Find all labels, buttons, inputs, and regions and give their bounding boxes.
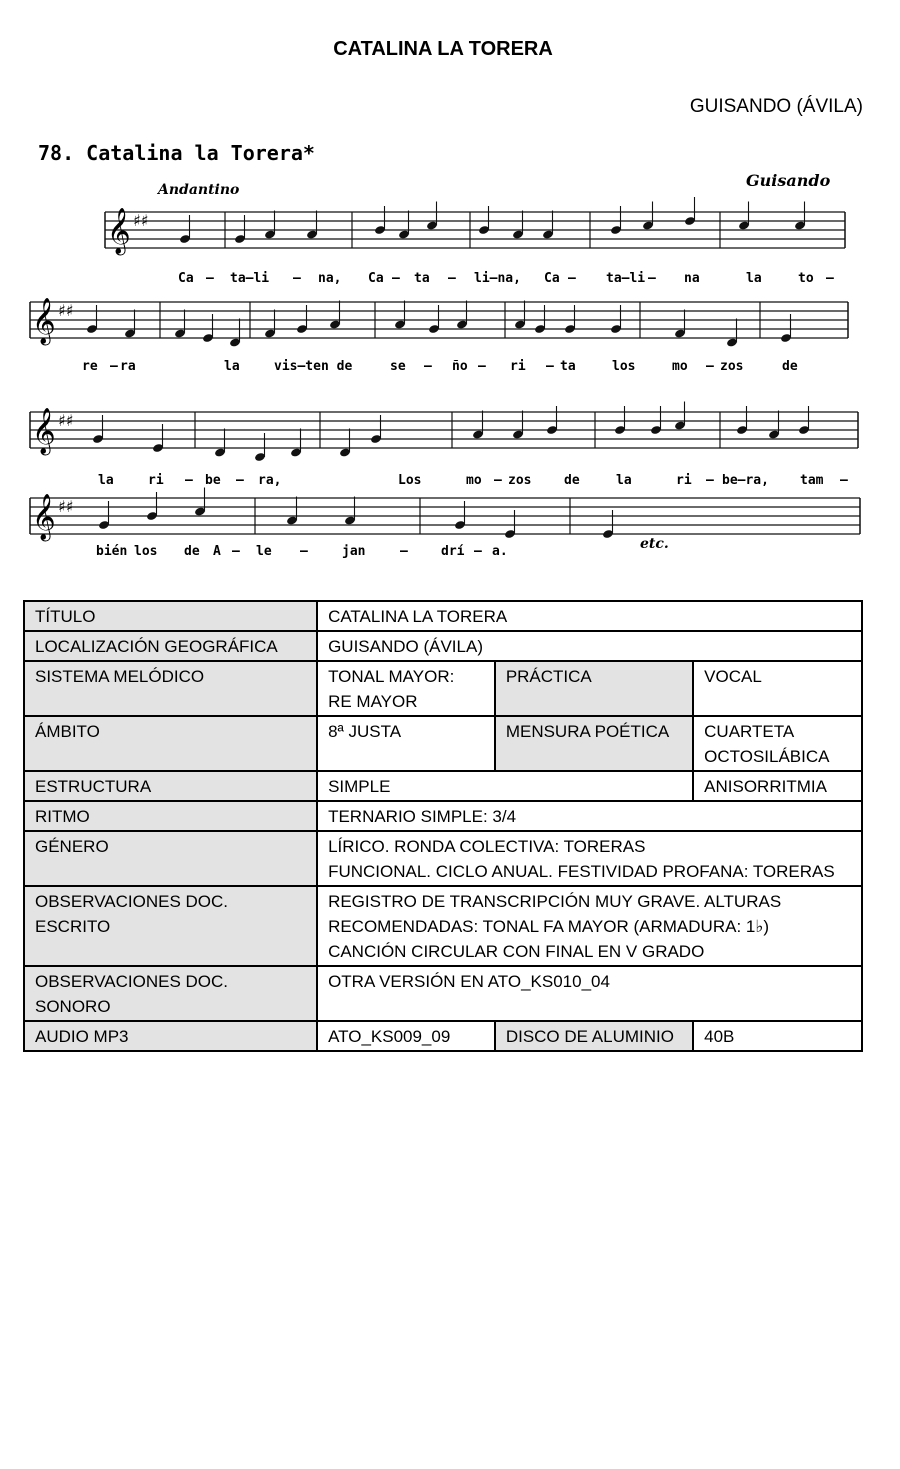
document-title: CATALINA LA TORERA <box>333 38 553 60</box>
lyric-syllable: be–ra, <box>722 473 769 488</box>
label-ambito: ÁMBITO <box>24 716 317 771</box>
lyric-syllable: ri <box>510 359 526 374</box>
label-audio: AUDIO MP3 <box>24 1021 317 1051</box>
lyric-syllable: – <box>478 359 486 374</box>
lyric-syllable: jan <box>342 544 366 559</box>
value-line: CUARTETA <box>704 722 795 741</box>
lyric-syllable: ri <box>148 473 164 488</box>
value-audio: ATO_KS009_09 <box>317 1021 495 1051</box>
lyric-syllable: – <box>232 544 240 559</box>
value-ambito: 8ª JUSTA <box>317 716 495 771</box>
lyric-syllable: la <box>98 473 114 488</box>
lyric-syllable: de <box>782 359 798 374</box>
lyric-syllable: re <box>82 359 98 374</box>
lyric-syllable: – <box>568 271 576 286</box>
value-line: REGISTRO DE TRANSCRIPCIÓN MUY GRAVE. ALTURAS <box>328 892 782 911</box>
lyric-syllable: – <box>706 473 714 488</box>
lyric-syllable: Ca <box>178 271 194 286</box>
lyric-syllable: mo <box>672 359 688 374</box>
score-tempo: Andantino <box>158 182 240 198</box>
lyric-syllable: ra, <box>258 473 282 488</box>
score-origin: Guisando <box>746 171 831 190</box>
lyric-syllable: – <box>474 544 482 559</box>
value-mensura-poetica <box>693 716 862 771</box>
lyric-syllable: ra <box>120 359 136 374</box>
lyric-syllable: a. <box>492 544 508 559</box>
lyric-syllable: – <box>826 271 834 286</box>
lyric-syllable: – <box>546 359 554 374</box>
lyric-syllable: Los <box>398 473 422 488</box>
lyric-syllable: – <box>185 473 193 488</box>
lyric-syllable: na <box>684 271 700 286</box>
lyric-syllable: – <box>110 359 118 374</box>
row-titulo <box>24 601 862 631</box>
value-genero <box>317 831 862 886</box>
lyric-syllable: ta <box>560 359 576 374</box>
lyric-syllable: los <box>134 544 158 559</box>
value-disco: 40B <box>693 1021 862 1051</box>
lyric-syllable: – <box>424 359 432 374</box>
value-line: OCTOSILÁBICA <box>704 747 830 766</box>
treble-clef-icon: 𝄞 <box>32 408 56 454</box>
lyric-syllable: li–na, <box>474 271 521 286</box>
lyric-syllable: – <box>392 271 400 286</box>
lyric-syllable: Ca <box>368 271 384 286</box>
lyric-syllable: vis–ten de <box>274 359 353 374</box>
lyric-syllable: – <box>494 473 502 488</box>
row-ambito <box>24 716 862 771</box>
lyric-syllable: zos <box>508 473 532 488</box>
label-sistema-melodico: SISTEMA MELÓDICO <box>24 661 317 716</box>
lyric-syllable: – <box>293 271 301 286</box>
lyric-syllable: to <box>798 271 814 286</box>
lyric-syllable: mo <box>466 473 482 488</box>
key-signature-sharps: ♯♯ <box>58 301 74 320</box>
value-line: FUNCIONAL. CICLO ANUAL. FESTIVIDAD PROFANA: TORERAS <box>328 862 835 881</box>
lyric-syllable: – <box>236 473 244 488</box>
value-sistema-melodico <box>317 661 495 716</box>
lyric-syllable: – <box>706 359 714 374</box>
lyric-syllable: be <box>205 473 221 488</box>
lyric-syllable: le <box>256 544 272 559</box>
lyric-syllable: la <box>616 473 632 488</box>
treble-clef-icon: 𝄞 <box>32 494 56 540</box>
row-observaciones-sonoro <box>24 966 862 1021</box>
lyric-syllable: – <box>840 473 848 488</box>
lyric-syllable: Ca <box>544 271 560 286</box>
value-line: RE MAYOR <box>328 692 418 711</box>
label-genero: GÉNERO <box>24 831 317 886</box>
row-sistema-melodico <box>24 661 862 716</box>
lyric-syllable: zos <box>720 359 744 374</box>
label-practica: PRÁCTICA <box>495 661 693 716</box>
lyric-syllable: – <box>300 544 308 559</box>
lyric-syllable: tam <box>800 473 824 488</box>
lyric-syllable: – <box>400 544 408 559</box>
lyric-syllable: drí <box>441 544 465 559</box>
value-line: LÍRICO. RONDA COLECTIVA: TORERAS <box>328 837 646 856</box>
label-observaciones-sonoro: OBSERVACIONES DOC. SONORO <box>24 966 317 1021</box>
lyric-syllable: los <box>612 359 636 374</box>
value-line: TONAL MAYOR: <box>328 667 455 686</box>
row-audio <box>24 1021 862 1051</box>
treble-clef-icon: 𝄞 <box>107 208 131 254</box>
row-estructura <box>24 771 862 801</box>
lyric-syllable: – <box>648 271 656 286</box>
value-localizacion: GUISANDO (ÁVILA) <box>317 631 862 661</box>
lyric-syllable: la <box>224 359 240 374</box>
lyric-syllable: de <box>184 544 200 559</box>
lyric-syllable: A <box>213 544 221 559</box>
music-score <box>0 130 900 570</box>
label-disco: DISCO DE ALUMINIO <box>495 1021 693 1051</box>
value-titulo: CATALINA LA TORERA <box>317 601 862 631</box>
lyric-syllable: ta–li <box>230 271 270 286</box>
treble-clef-icon: 𝄞 <box>32 298 56 344</box>
row-ritmo <box>24 801 862 831</box>
lyric-syllable: – <box>448 271 456 286</box>
value-line: RECOMENDADAS: TONAL FA MAYOR (ARMADURA: 1♭) <box>328 917 770 936</box>
row-observaciones-escrito <box>24 886 862 966</box>
label-titulo: TÍTULO <box>24 601 317 631</box>
label-ritmo: RITMO <box>24 801 317 831</box>
lyric-syllable: na, <box>318 271 342 286</box>
lyric-syllable: ta <box>414 271 430 286</box>
lyric-syllable: – <box>206 271 214 286</box>
row-localizacion <box>24 631 862 661</box>
lyric-syllable: se <box>390 359 406 374</box>
lyric-syllable: la <box>746 271 762 286</box>
lyric-syllable: bién <box>96 544 128 559</box>
lyric-syllable: ta–li <box>606 271 646 286</box>
score-etc: etc. <box>640 536 669 552</box>
lyric-syllable: ño <box>452 359 468 374</box>
value-line: CANCIÓN CIRCULAR CON FINAL EN V GRADO <box>328 942 705 961</box>
lyric-syllable: de <box>564 473 580 488</box>
score-heading: 78. Catalina la Torera* <box>38 141 315 165</box>
value-estructura-2: ANISORRITMIA <box>693 771 862 801</box>
value-estructura: SIMPLE <box>317 771 693 801</box>
row-genero <box>24 831 862 886</box>
value-observaciones-escrito <box>317 886 862 966</box>
info-table <box>23 600 863 1052</box>
label-mensura-poetica: MENSURA POÉTICA <box>495 716 693 771</box>
key-signature-sharps: ♯♯ <box>58 497 74 516</box>
value-ritmo: TERNARIO SIMPLE: 3/4 <box>317 801 862 831</box>
lyric-syllable: ri <box>676 473 692 488</box>
label-localizacion: LOCALIZACIÓN GEOGRÁFICA <box>24 631 317 661</box>
label-observaciones-escrito: OBSERVACIONES DOC. ESCRITO <box>24 886 317 966</box>
key-signature-sharps: ♯♯ <box>58 411 74 430</box>
value-practica: VOCAL <box>693 661 862 716</box>
key-signature-sharps: ♯♯ <box>133 211 149 230</box>
label-estructura: ESTRUCTURA <box>24 771 317 801</box>
value-observaciones-sonoro: OTRA VERSIÓN EN ATO_KS010_04 <box>317 966 862 1021</box>
document-place: GUISANDO (ÁVILA) <box>689 96 863 117</box>
